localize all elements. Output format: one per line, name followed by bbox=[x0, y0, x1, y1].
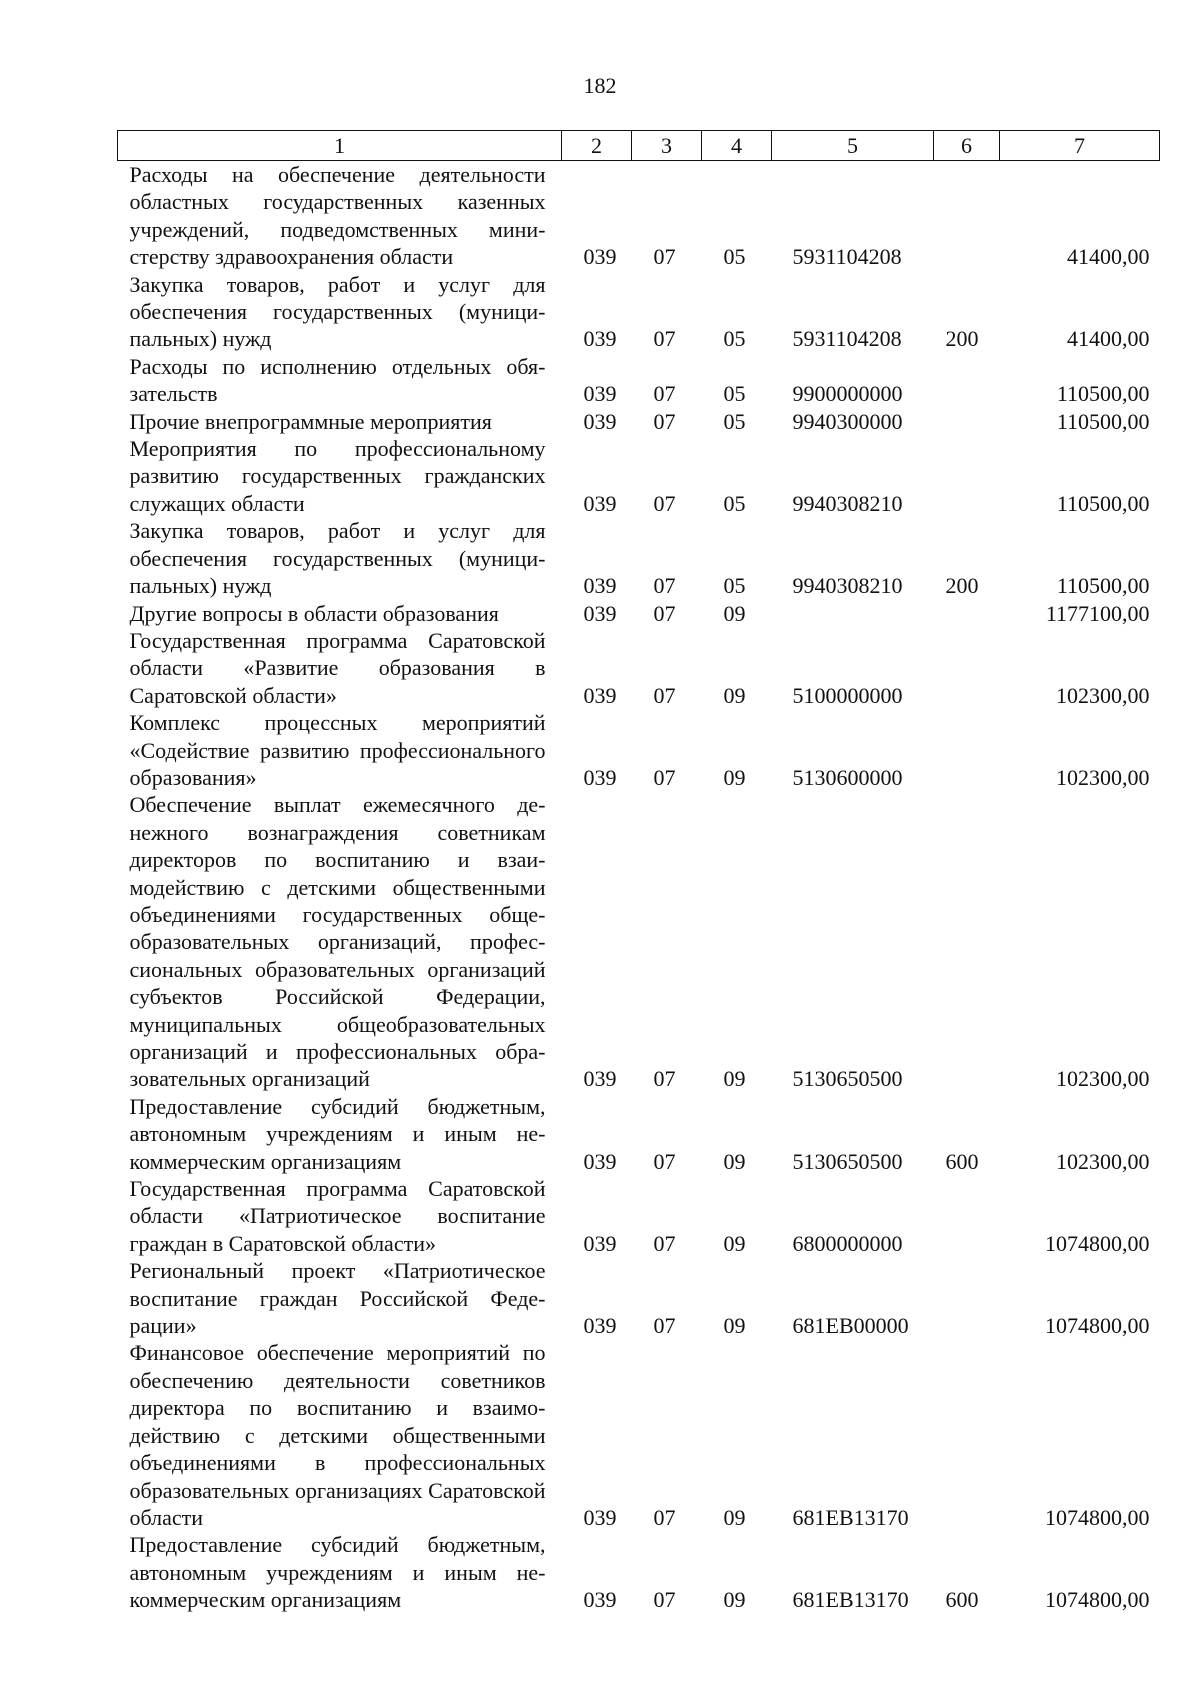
ministry-code: 039 bbox=[583, 381, 617, 407]
expense-type-code bbox=[934, 408, 1000, 435]
expense-type-code: 200 bbox=[945, 326, 979, 352]
header-col-4: 4 bbox=[702, 131, 772, 161]
expense-type-code bbox=[934, 161, 1000, 271]
section-code: 07 bbox=[653, 1313, 676, 1339]
target-article-code: 9900000000 bbox=[792, 381, 903, 407]
expense-name: Государственная программа Саратовской области «Патриотическое воспитание граждан в Саратовской области» bbox=[129, 1176, 546, 1256]
target-article-code: 681EB13170 bbox=[792, 1504, 909, 1530]
table-row bbox=[118, 600, 1160, 627]
table-row bbox=[118, 627, 1160, 709]
subsection-code: 09 bbox=[723, 1230, 746, 1256]
section-code: 07 bbox=[653, 600, 676, 626]
table-row bbox=[118, 1257, 1160, 1339]
expense-name: Финансовое обеспечение мероприятий по обеспечению деятельности советников директора по воспитанию и взаимодействию с детскими общественными объединениями в профессиональных образовательных организациях Саратовской области bbox=[129, 1340, 546, 1530]
expense-type-code bbox=[934, 1339, 1000, 1531]
expense-type-code bbox=[934, 1175, 1000, 1257]
subsection-code: 05 bbox=[723, 573, 746, 599]
table-row bbox=[118, 408, 1160, 435]
section-code: 07 bbox=[653, 244, 676, 270]
ministry-code: 039 bbox=[583, 1230, 617, 1256]
subsection-code: 05 bbox=[723, 244, 746, 270]
ministry-code: 039 bbox=[583, 682, 617, 708]
section-code: 07 bbox=[653, 1587, 676, 1613]
table-row bbox=[118, 271, 1160, 353]
ministry-code: 039 bbox=[583, 600, 617, 626]
ministry-code: 039 bbox=[583, 326, 617, 352]
target-article-code: 9940308210 bbox=[792, 573, 903, 599]
ministry-code: 039 bbox=[583, 573, 617, 599]
target-article-code: 9940308210 bbox=[792, 490, 903, 516]
section-code: 07 bbox=[653, 490, 676, 516]
subsection-code: 09 bbox=[723, 1587, 746, 1613]
expense-name: Предоставление субсидий бюджетным, автономным учреждениям и иным некоммерческим организациям bbox=[129, 1093, 546, 1174]
expense-type-code bbox=[934, 1257, 1000, 1339]
header-col-1: 1 bbox=[118, 131, 562, 161]
target-article-code: 681EB13170 bbox=[792, 1587, 909, 1613]
table-row bbox=[118, 1175, 1160, 1257]
header-col-5: 5 bbox=[772, 131, 934, 161]
ministry-code: 039 bbox=[583, 1504, 617, 1530]
target-article-code: 681EB00000 bbox=[792, 1313, 909, 1339]
subsection-code: 09 bbox=[723, 1313, 746, 1339]
table-row bbox=[118, 1531, 1160, 1613]
amount: 1177100,00 bbox=[1045, 600, 1150, 626]
amount: 1074800,00 bbox=[1045, 1587, 1150, 1613]
table-row bbox=[118, 517, 1160, 599]
section-code: 07 bbox=[653, 1230, 676, 1256]
expense-name: Предоставление субсидий бюджетным, автономным учреждениям и иным некоммерческим организациям bbox=[129, 1532, 546, 1613]
ministry-code: 039 bbox=[583, 1148, 617, 1174]
section-code: 07 bbox=[653, 1148, 676, 1174]
amount: 41400,00 bbox=[1067, 244, 1150, 270]
amount: 1074800,00 bbox=[1045, 1313, 1150, 1339]
budget-table bbox=[117, 130, 1160, 1614]
section-code: 07 bbox=[653, 326, 676, 352]
expense-name: Закупка товаров, работ и услуг для обеспечения государственных (муниципальных) нужд bbox=[129, 518, 546, 599]
header-col-7: 7 bbox=[1000, 131, 1160, 161]
expense-name: Обеспечение выплат ежемесячного денежного вознаграждения советникам директоров по воспитанию и взаимодействию с детскими общественными объединениями государственных общеобразовательных организаций, профессиональных образовательных организаций субъектов Российской Федерации, муниципальных общеобразовательных организаций и профессиональных образовательных организаций bbox=[129, 792, 546, 1092]
target-article-code bbox=[772, 600, 934, 627]
ministry-code: 039 bbox=[583, 1313, 617, 1339]
section-code: 07 bbox=[653, 1066, 676, 1092]
expense-type-code bbox=[934, 600, 1000, 627]
target-article-code: 9940300000 bbox=[792, 408, 903, 434]
header-col-2: 2 bbox=[562, 131, 632, 161]
expense-name: Государственная программа Саратовской области «Развитие образования в Саратовской области» bbox=[129, 627, 546, 708]
ministry-code: 039 bbox=[583, 244, 617, 270]
amount: 1074800,00 bbox=[1045, 1230, 1150, 1256]
expense-type-code bbox=[934, 435, 1000, 517]
expense-type-code: 600 bbox=[945, 1148, 979, 1174]
section-code: 07 bbox=[653, 682, 676, 708]
amount: 110500,00 bbox=[1056, 573, 1150, 599]
subsection-code: 09 bbox=[723, 1504, 746, 1530]
expense-type-code bbox=[934, 709, 1000, 791]
header-col-3: 3 bbox=[632, 131, 702, 161]
table-row bbox=[118, 353, 1160, 408]
page-number: 182 bbox=[583, 73, 617, 98]
ministry-code: 039 bbox=[583, 1587, 617, 1613]
table-row bbox=[118, 435, 1160, 517]
expense-type-code: 600 bbox=[945, 1587, 979, 1613]
target-article-code: 5130650500 bbox=[792, 1066, 903, 1092]
subsection-code: 09 bbox=[723, 764, 746, 790]
target-article-code: 5931104208 bbox=[792, 244, 902, 270]
expense-name: Комплекс процессных мероприятий «Содействие развитию профессионального образования» bbox=[129, 710, 546, 790]
ministry-code: 039 bbox=[583, 764, 617, 790]
subsection-code: 05 bbox=[723, 408, 746, 434]
expense-name: Расходы на обеспечение деятельности областных государственных казенных учреждений, подведомственных министерству здравоохранения области bbox=[129, 162, 546, 270]
ministry-code: 039 bbox=[583, 408, 617, 434]
expense-type-code bbox=[934, 353, 1000, 408]
section-code: 07 bbox=[653, 764, 676, 790]
table-row bbox=[118, 709, 1160, 791]
amount: 110500,00 bbox=[1056, 408, 1150, 434]
amount: 102300,00 bbox=[1056, 764, 1150, 790]
target-article-code: 5130600000 bbox=[792, 764, 903, 790]
table-row bbox=[118, 161, 1160, 271]
amount: 102300,00 bbox=[1056, 1148, 1150, 1174]
section-code: 07 bbox=[653, 1504, 676, 1530]
subsection-code: 05 bbox=[723, 490, 746, 516]
ministry-code: 039 bbox=[583, 490, 617, 516]
table-row bbox=[118, 791, 1160, 1092]
expense-type-code: 200 bbox=[945, 573, 979, 599]
table-row bbox=[118, 1339, 1160, 1531]
header-row bbox=[118, 131, 1160, 161]
section-code: 07 bbox=[653, 573, 676, 599]
expense-name: Прочие внепрограммные мероприятия bbox=[129, 408, 492, 434]
expense-name: Закупка товаров, работ и услуг для обеспечения государственных (муниципальных) нужд bbox=[129, 271, 546, 352]
amount: 102300,00 bbox=[1056, 1066, 1150, 1092]
section-code: 07 bbox=[653, 381, 676, 407]
amount: 110500,00 bbox=[1056, 381, 1150, 407]
subsection-code: 09 bbox=[723, 1066, 746, 1092]
expense-name: Мероприятия по профессиональному развитию государственных гражданских служащих области bbox=[129, 436, 546, 516]
subsection-code: 05 bbox=[723, 381, 746, 407]
target-article-code: 5130650500 bbox=[792, 1148, 903, 1174]
subsection-code: 09 bbox=[723, 1148, 746, 1174]
amount: 102300,00 bbox=[1056, 682, 1150, 708]
subsection-code: 09 bbox=[723, 600, 746, 626]
expense-name: Региональный проект «Патриотическое воспитание граждан Российской Федерации» bbox=[129, 1258, 546, 1339]
expense-name: Расходы по исполнению отдельных обязательств bbox=[129, 353, 546, 407]
amount: 41400,00 bbox=[1067, 326, 1150, 352]
subsection-code: 09 bbox=[723, 682, 746, 708]
amount: 110500,00 bbox=[1056, 490, 1150, 516]
expense-type-code bbox=[934, 791, 1000, 1092]
target-article-code: 5100000000 bbox=[792, 682, 903, 708]
expense-name: Другие вопросы в области образования bbox=[129, 600, 499, 626]
table-row bbox=[118, 1093, 1160, 1175]
ministry-code: 039 bbox=[583, 1066, 617, 1092]
section-code: 07 bbox=[653, 408, 676, 434]
header-col-6: 6 bbox=[934, 131, 1000, 161]
table-body bbox=[118, 161, 1160, 1614]
expense-type-code bbox=[934, 627, 1000, 709]
target-article-code: 6800000000 bbox=[792, 1230, 903, 1256]
subsection-code: 05 bbox=[723, 326, 746, 352]
target-article-code: 5931104208 bbox=[792, 326, 902, 352]
amount: 1074800,00 bbox=[1045, 1504, 1150, 1530]
